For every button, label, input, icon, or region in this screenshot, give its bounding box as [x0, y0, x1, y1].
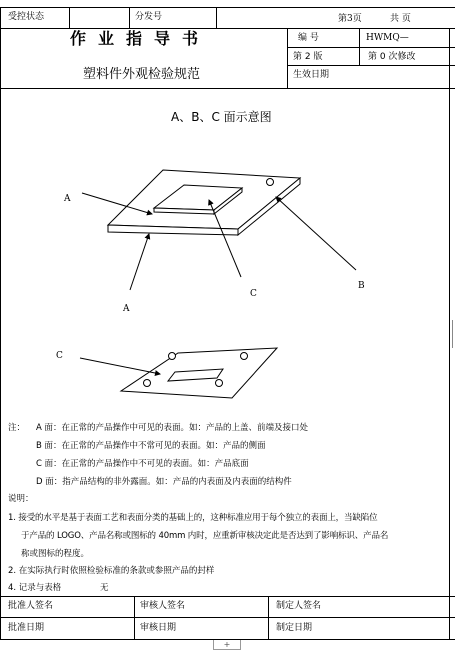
review-date-label: 审核日期 — [140, 623, 177, 633]
note-a: A 面：在正常的产品操作中可见的表面。如：产品的上盖、前端及接口处 — [36, 423, 309, 433]
records-value: 无 — [100, 583, 109, 593]
bottom-hole — [216, 380, 223, 387]
plate-hole — [267, 179, 274, 186]
surface-diagram — [0, 150, 455, 410]
pointer-b — [276, 197, 356, 270]
pointer-c2 — [80, 358, 160, 374]
author-date-label: 制定日期 — [276, 623, 313, 633]
notes-intro: 注： — [8, 423, 26, 433]
distribution-no-label: 分发号 — [135, 12, 163, 22]
label-a2: A — [123, 304, 130, 314]
document-title: 塑料件外观检验规范 — [83, 67, 201, 82]
note-c: C 面：在正常的产品操作中不可见的表面。如：产品底面 — [36, 459, 249, 469]
label-a1: A — [64, 194, 71, 204]
note-b: B 面：在正常的产品操作中不常可见的表面。如：产品的侧面 — [36, 441, 266, 451]
note-d: D 面：指产品结构的非外露面。如：产品的内表面及内表面的结构件 — [36, 477, 292, 487]
label-c1: C — [250, 289, 257, 299]
explanation-item1-line2: 于产品的 LOGO、产品名称或图标的 40mm 内时，应重新审核决定此是否达到了影响标识、产品名 — [21, 531, 389, 541]
bottom-marker: + — [213, 640, 241, 650]
records-label: 4. 记录与表格 — [8, 583, 62, 593]
revision-label: 第 0 次修改 — [368, 52, 416, 62]
page-info: 第3页 — [338, 14, 362, 24]
doc-type-title: 作业指导书 — [70, 29, 211, 48]
approve-date-label: 批准日期 — [8, 623, 45, 633]
reviewer-sign-label: 审核人签名 — [140, 601, 186, 611]
explanation-title: 说明： — [8, 494, 34, 504]
bottom-hole — [169, 353, 176, 360]
effective-date-label: 生效日期 — [293, 70, 330, 80]
label-c2: C — [56, 351, 63, 361]
bottom-hole — [241, 353, 248, 360]
bottom-hole — [144, 380, 151, 387]
number-label: 编 号 — [298, 33, 319, 43]
version-label: 第 2 版 — [293, 52, 323, 62]
figure-caption: A、B、C 面示意图 — [171, 110, 272, 124]
approver-sign-label: 批准人签名 — [8, 601, 54, 611]
number-value: HWMQ— — [366, 33, 409, 43]
label-b: B — [358, 281, 365, 291]
controlled-status-label: 受控状态 — [8, 12, 45, 22]
pointer-a2 — [130, 234, 149, 290]
author-sign-label: 制定人签名 — [276, 601, 322, 611]
total-pages: 共 页 — [390, 14, 411, 24]
explanation-item2: 2. 在实际执行时依照检验标准的条款或参照产品的封样 — [8, 566, 215, 576]
explanation-item1-line1: 1. 接受的水平是基于表面工艺和表面分类的基础上的，这种标准应用于每个独立的表面上，当缺陷位 — [8, 513, 378, 523]
explanation-item1-line3: 称或图标的程度。 — [21, 549, 90, 559]
